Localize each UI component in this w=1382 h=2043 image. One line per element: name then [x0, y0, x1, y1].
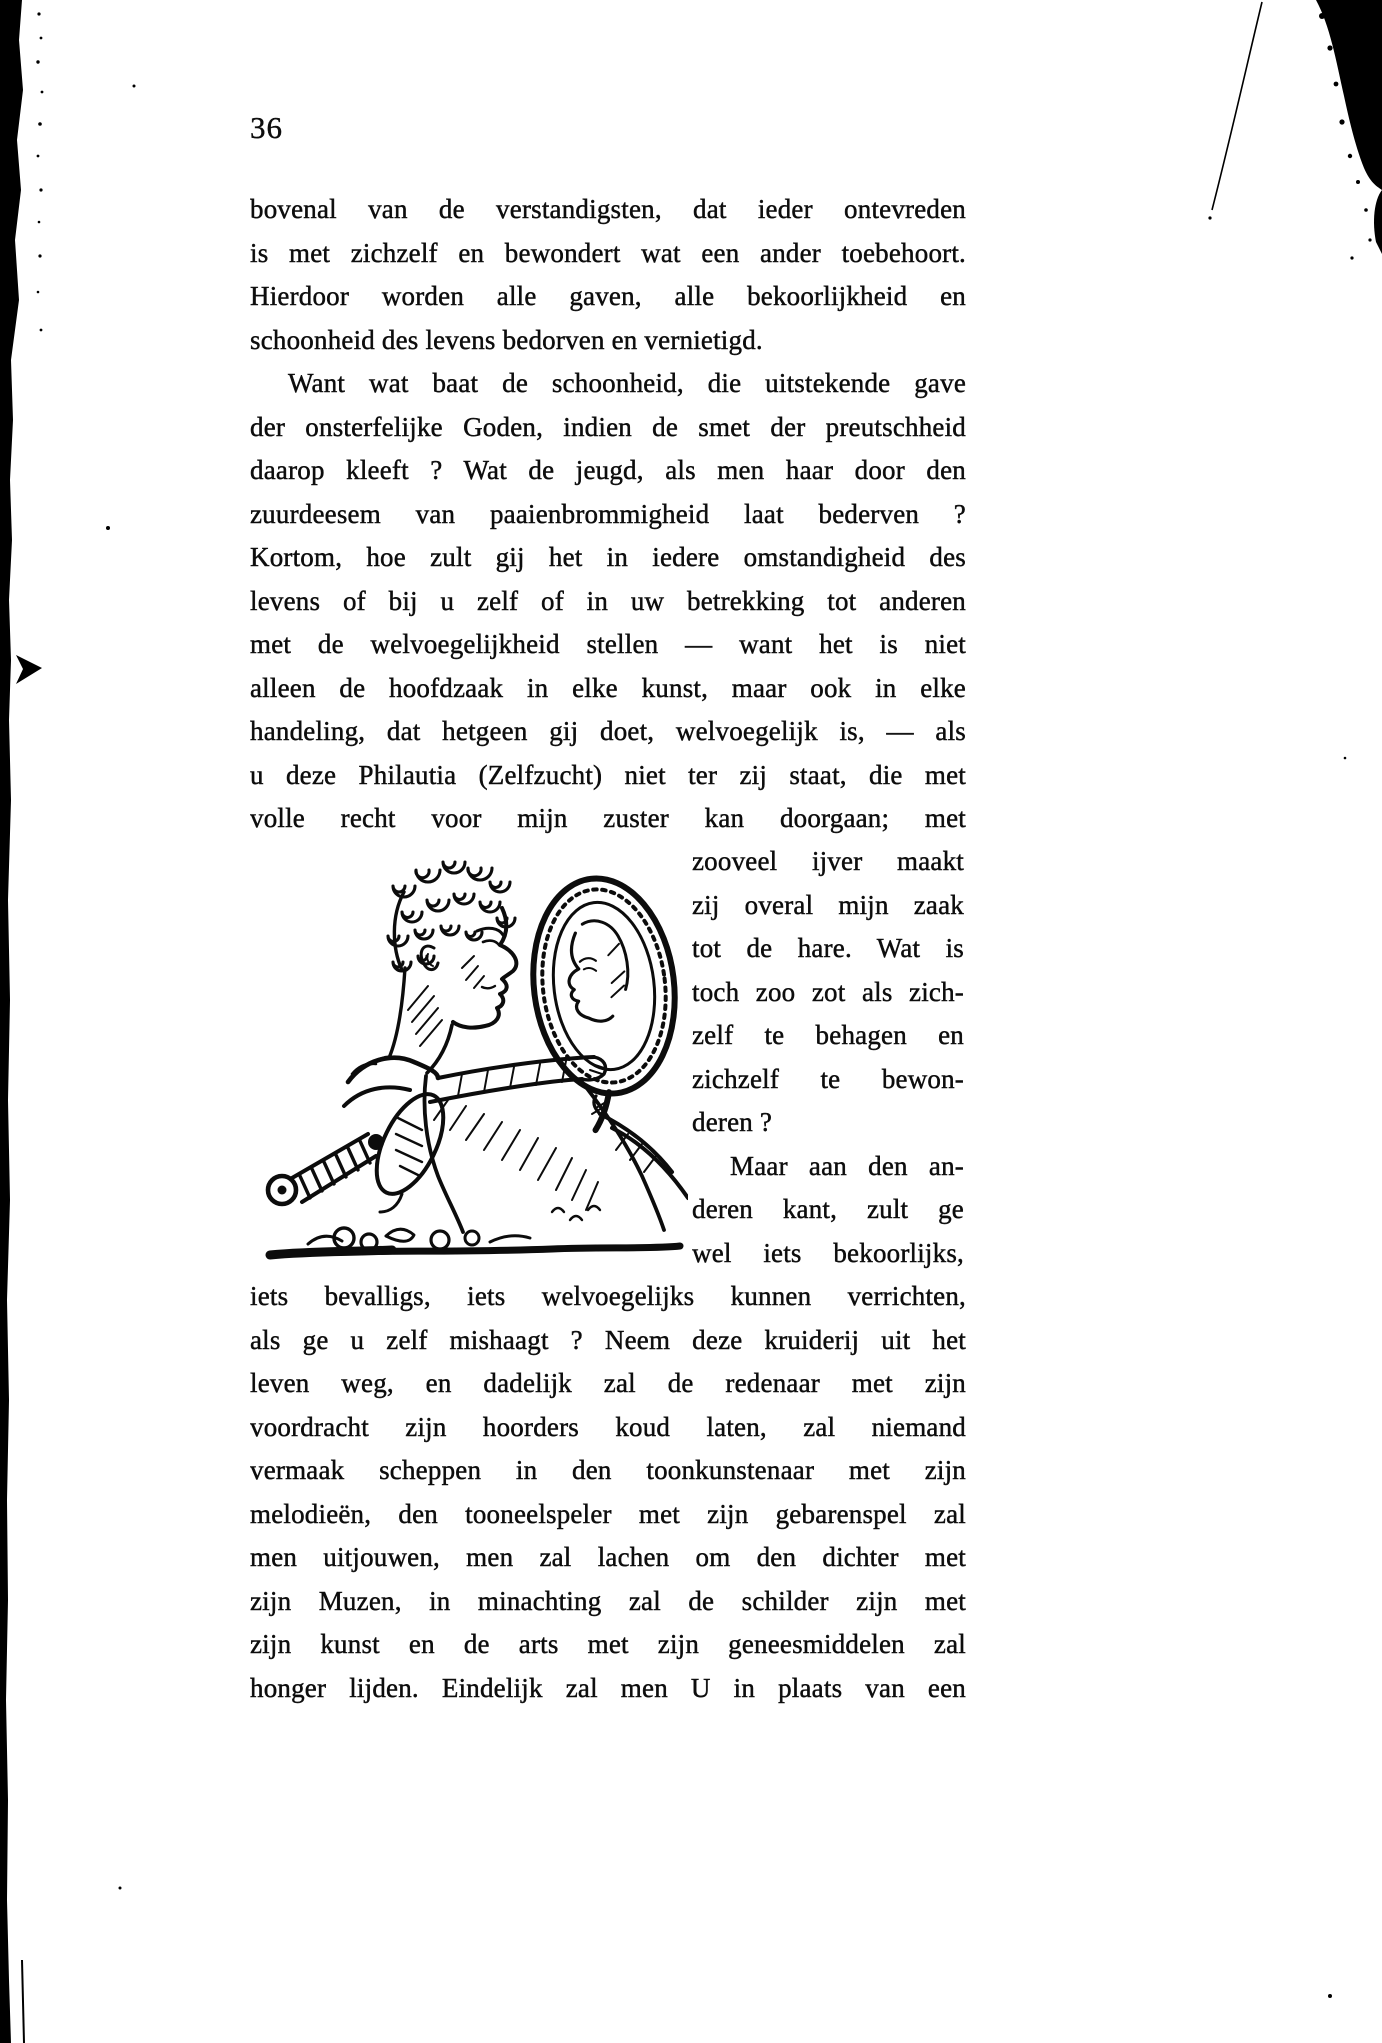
margin-smudge-arrow: [16, 655, 42, 684]
text-line: met de welvoegelijkheid stellen — want het is niet: [250, 629, 966, 659]
text-block-bottom: [250, 1275, 966, 1710]
mirror-reflection-face: [563, 930, 613, 1025]
text-line: bovenal van de verstandigsten, dat ieder ontevreden: [250, 194, 966, 224]
text-line: is met zichzelf en bewondert wat een ander toebehoort.: [250, 237, 966, 268]
text-line: deren kant, zult ge: [692, 1194, 964, 1224]
text-line: tot de hare. Wat is: [692, 933, 964, 963]
text-line: volle recht voor mijn zuster kan doorgaan; met: [250, 803, 966, 833]
text-line: zichzelf te bewon-: [692, 1063, 964, 1094]
text-line: melodieën, den tooneelspeler met zijn gebarenspel zal: [250, 1498, 966, 1529]
text-wrap-column: [692, 840, 964, 1275]
text-line: als ge u zelf mishaagt ? Neem deze kruiderij uit het: [250, 1324, 966, 1355]
page-number: 36: [250, 110, 283, 145]
scan-scratch-line: [1212, 2, 1262, 210]
text-block-top: [250, 188, 966, 841]
text-line: daarop kleeft ? Wat de jeugd, als men haar door den: [250, 455, 966, 485]
scan-corner-blotch: [1316, 0, 1382, 190]
hand-mirror: [521, 870, 688, 1135]
sword-hilt: [268, 1134, 384, 1204]
text-line: leven weg, en dadelijk zal de redenaar met zijn: [250, 1368, 966, 1398]
text-line: der onsterfelijke Goden, indien de smet der preutschheid: [250, 411, 966, 442]
text-line: schoonheid des levens bedorven en vernietigd.: [250, 324, 763, 355]
text-line: men uitjouwen, men zal lachen om den dichter met: [250, 1542, 966, 1572]
text-line: iets bevalligs, iets welvoegelijks kunnen verrichten,: [250, 1281, 966, 1311]
text-line: zijn kunst en de arts met zijn geneesmiddelen zal: [250, 1629, 966, 1659]
text-line: Hierdoor worden alle gaven, alle bekoorlijkheid en: [250, 281, 966, 311]
text-line: u deze Philautia (Zelfzucht) niet ter zij staat, die met: [250, 759, 966, 790]
text-line: honger lijden. Eindelijk zal men U in plaats van een: [250, 1672, 966, 1703]
text-line: zij overal mijn zaak: [692, 889, 964, 920]
text-line: toch zoo zot als zich-: [692, 976, 964, 1007]
text-line: levens of bij u zelf of in uw betrekking tot anderen: [250, 585, 966, 616]
text-line: zuurdeesem van paaienbrommigheid laat bederven ?: [250, 498, 966, 529]
text-line: handeling, dat hetgeen gij doet, welvoegelijk is, — als: [250, 716, 966, 746]
woodcut-man-with-mirror-illustration: [252, 838, 688, 1274]
text-line: zooveel ijver maakt: [692, 846, 964, 876]
text-line: wel iets bekoorlijks,: [692, 1237, 964, 1268]
text-line: zelf te behagen en: [692, 1020, 964, 1050]
hair-curls: [388, 862, 515, 971]
text-line: deren ?: [692, 1107, 773, 1137]
text-line: voordracht zijn hoorders koud laten, zal niemand: [250, 1411, 966, 1442]
text-line: Want wat baat de schoonheid, die uitstekende gave: [288, 368, 966, 398]
text-line: zijn Muzen, in minachting zal de schilder zijn met: [250, 1585, 966, 1616]
ear: [421, 946, 438, 970]
text-line: alleen de hoofdzaak in elke kunst, maar ook in elke: [250, 672, 966, 703]
scan-gutter-bar: [0, 0, 23, 2043]
text-line: Kortom, hoe zult gij het in iedere omstandigheid des: [250, 542, 966, 572]
text-line: Maar aan den an-: [730, 1150, 964, 1181]
text-line: vermaak scheppen in den toonkunstenaar met zijn: [250, 1455, 966, 1485]
